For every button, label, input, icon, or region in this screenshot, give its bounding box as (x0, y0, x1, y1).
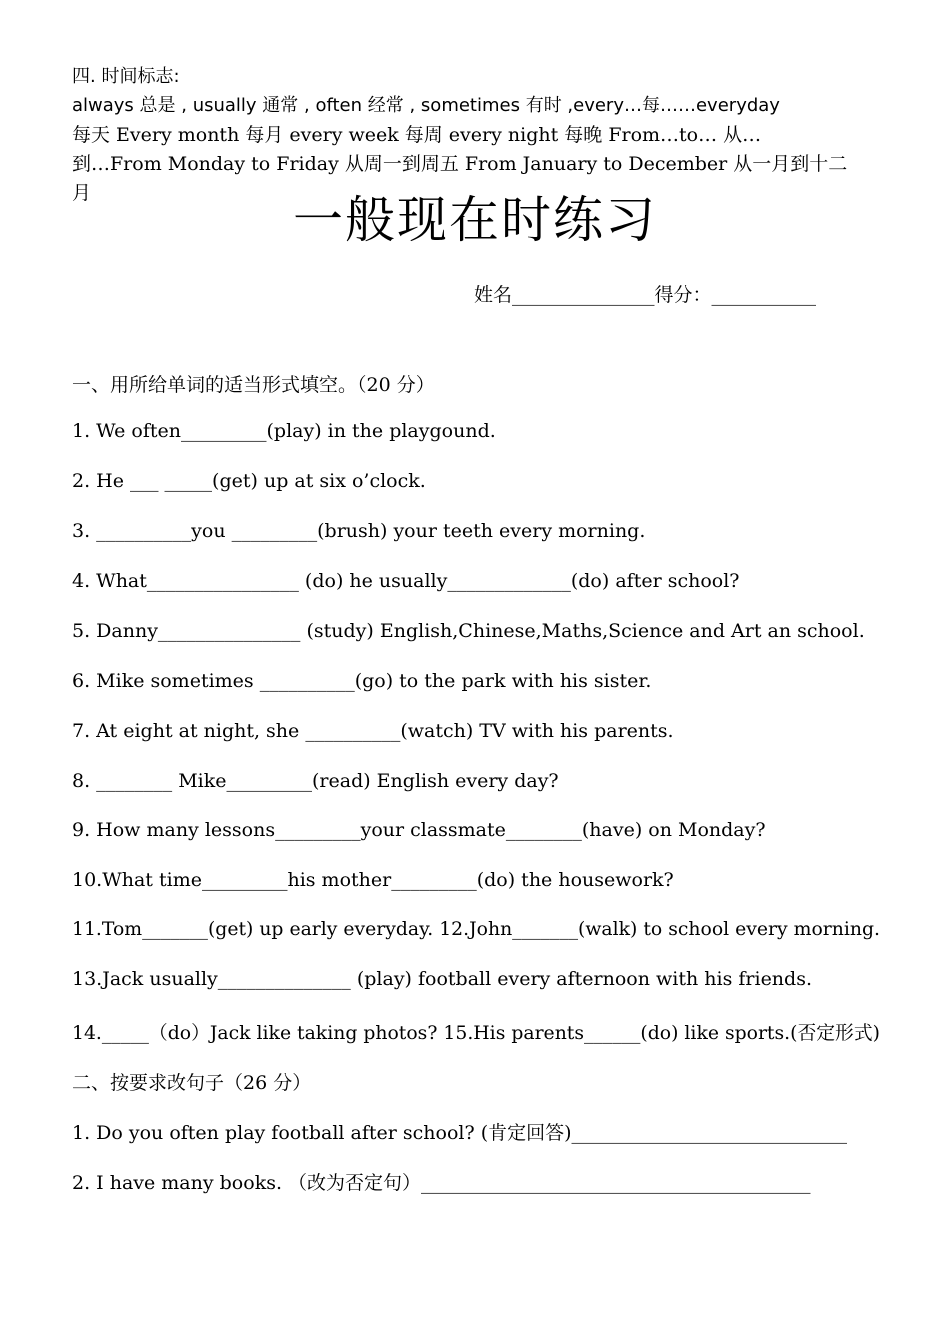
time-markers-line-4: 月 (72, 182, 92, 204)
exercise-item: 8. ________ Mike_________(read) English every day? (72, 770, 559, 792)
exercise-item: 13.Jack usually______________ (play) football every afternoon with his friends. (72, 968, 812, 990)
exercise-item: 4. What________________ (do) he usually_____________(do) after school? (72, 570, 740, 592)
time-markers-line-2: 每天 Every month 每月 every week 每周 every night 每晚 From…to… 从… (72, 124, 762, 146)
time-markers-label: 四. 时间标志: (72, 66, 180, 87)
time-markers-line-1: always 总是 , usually 通常 , often 经常 , sometimes 有时 ,every…每……everyday (72, 95, 780, 116)
exercise-item: 2. He ___ _____(get) up at six o’clock. (72, 470, 426, 492)
page-title: 一般现在时练习 (293, 191, 657, 249)
time-markers-line-3: 到…From Monday to Friday 从周一到周五 From January to December 从一月到十二 (72, 153, 848, 175)
exercise-item: 9. How many lessons_________your classmate________(have) on Monday? (72, 819, 766, 841)
name-score-line: 姓名_______________得分：___________ (474, 284, 817, 306)
exercise-item: 3. __________you _________(brush) your teeth every morning. (72, 520, 646, 542)
exercise-item: 11.Tom_______(get) up early everyday. 12.John_______(walk) to school every morning. (72, 918, 880, 940)
rewrite-item: 1. Do you often play football after school? (肯定回答)_____________________________ (72, 1122, 848, 1144)
exercise-item: 10.What time_________his mother_________(do) the housework? (72, 869, 674, 891)
exercise-item: 14._____（do）Jack like taking photos? 15.His parents______(do) like sports.(否定形式) (72, 1022, 880, 1044)
exercise-item: 7. At eight at night, she __________(watch) TV with his parents. (72, 720, 674, 742)
rewrite-item: 2. I have many books. （改为否定句）_________________________________________ (72, 1172, 811, 1194)
exercise-item: 6. Mike sometimes __________(go) to the park with his sister. (72, 670, 652, 692)
exercise-item: 5. Danny_______________ (study) English,Chinese,Maths,Science and Art an school. (72, 620, 865, 642)
section-2-heading: 二、按要求改句子（26 分） (72, 1072, 312, 1094)
exercise-item: 1. We often_________(play) in the playgound. (72, 420, 496, 442)
section-1-heading: 一、用所给单词的适当形式填空。（20 分） (72, 374, 435, 396)
